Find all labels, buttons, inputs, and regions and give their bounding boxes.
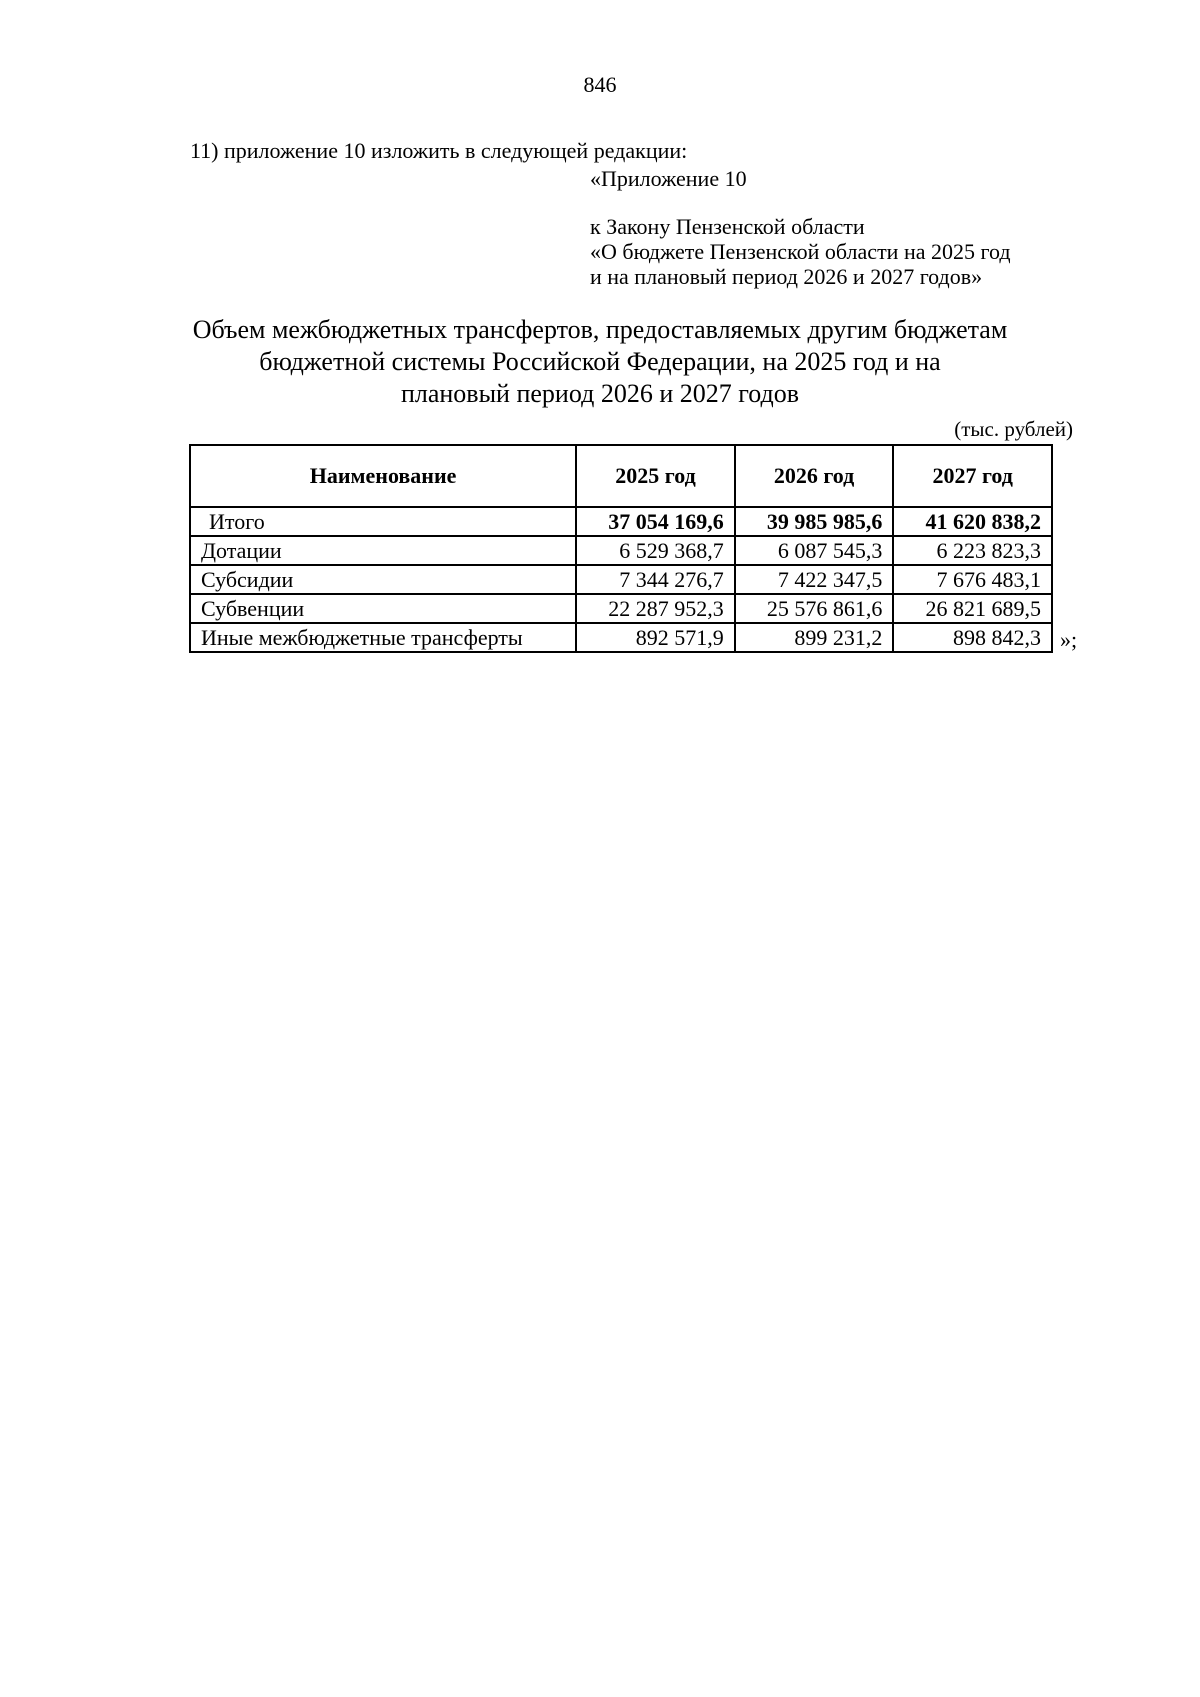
table-row xyxy=(190,594,1052,623)
value-2027: 41 620 838,2 xyxy=(893,507,1052,536)
column-header-2026: 2026 год xyxy=(735,445,894,507)
document-title-line: бюджетной системы Российской Федерации, на 2025 год и на xyxy=(259,347,941,376)
table-header-row xyxy=(190,445,1052,507)
column-header-2027: 2027 год xyxy=(893,445,1052,507)
value-2027: 26 821 689,5 xyxy=(893,594,1052,623)
closing-quote: »; xyxy=(1060,627,1078,652)
units-label: (тыс. рублей) xyxy=(954,417,1073,441)
document-title-line: Объем межбюджетных трансфертов, предоставляемых другим бюджетам xyxy=(192,315,1008,344)
value-2026: 39 985 985,6 xyxy=(735,507,894,536)
value-2025: 22 287 952,3 xyxy=(576,594,735,623)
row-label: Иные межбюджетные трансферты xyxy=(190,623,576,652)
appendix-title: «Приложение 10 xyxy=(590,166,747,191)
column-header-name: Наименование xyxy=(190,445,576,507)
appendix-law-line: к Закону Пензенской области xyxy=(590,214,865,239)
document-title-line: плановый период 2026 и 2027 годов xyxy=(400,379,800,408)
table-row xyxy=(190,623,1052,652)
transfers-table xyxy=(189,444,1053,653)
appendix-law-line: «О бюджете Пензенской области на 2025 год xyxy=(590,239,1011,264)
value-2027: 6 223 823,3 xyxy=(893,536,1052,565)
value-2025: 6 529 368,7 xyxy=(576,536,735,565)
amendment-intro: 11) приложение 10 изложить в следующей редакции: xyxy=(190,138,688,163)
value-2025: 37 054 169,6 xyxy=(576,507,735,536)
row-label: Субсидии xyxy=(190,565,576,594)
appendix-law-reference xyxy=(590,214,1011,289)
value-2026: 899 231,2 xyxy=(735,623,894,652)
value-2027: 898 842,3 xyxy=(893,623,1052,652)
page-number: 846 xyxy=(583,72,617,97)
row-label: Дотации xyxy=(190,536,576,565)
value-2025: 892 571,9 xyxy=(576,623,735,652)
table-row xyxy=(190,536,1052,565)
value-2026: 7 422 347,5 xyxy=(735,565,894,594)
value-2026: 6 087 545,3 xyxy=(735,536,894,565)
row-label: Субвенции xyxy=(190,594,576,623)
table-row-total xyxy=(190,507,1052,536)
value-2026: 25 576 861,6 xyxy=(735,594,894,623)
column-header-2025: 2025 год xyxy=(576,445,735,507)
value-2027: 7 676 483,1 xyxy=(893,565,1052,594)
table-row xyxy=(190,565,1052,594)
appendix-law-line: и на плановый период 2026 и 2027 годов» xyxy=(590,264,983,289)
document-title xyxy=(100,314,1100,410)
value-2025: 7 344 276,7 xyxy=(576,565,735,594)
row-label: Итого xyxy=(190,507,576,536)
